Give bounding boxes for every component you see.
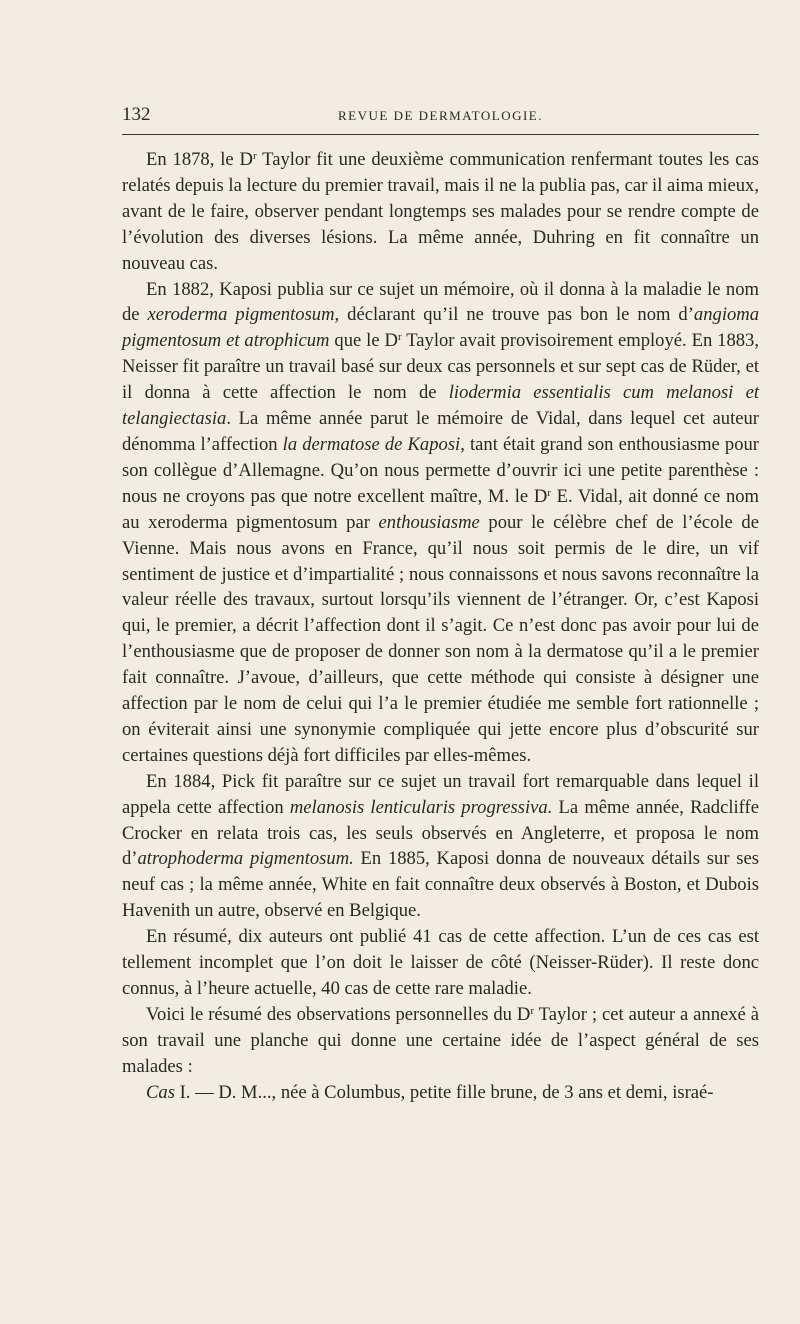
page-header [122, 102, 759, 126]
paragraph [122, 1002, 759, 1080]
text-run: Taylor avait provisoirement employé. En 1883, Neisser fit paraître un travail basé sur deux cas personnels et sur sept cas de Rüder, et il donna à cette affection le nom de [122, 330, 760, 404]
text-run: que le D [329, 330, 398, 352]
superscript: r [547, 486, 551, 499]
text-run: pour le célèbre chef de l’école de Vienne. Mais nous avons en France, qu’il nous soit permis de le dire, un vif sentiment de justice et d’impartialité ; nous connaissons et nous savons reconnaître la valeur réelle des travaux, surtout lorsqu’ils viennent de l’étranger. Or, c’est Kaposi qui, le premier, a décrit l’affection dont il s’agit. Ce n’est donc pas avoir pour lui de l’enthousiasme que de proposer de donner son nom à la dermatose qu’il a le premier fait connaître. J’avoue, d’ailleurs, que cette méthode qui consiste à désigner une affection par le nom de celui qui l’a le premier étudiée me semble fort rationnelle ; on éviterait ainsi une synonymie compliquée qui jette encore plus d’obscurité sur certaines questions déjà fort difficiles par elles-mêmes. [122, 511, 759, 766]
paragraph [122, 277, 759, 769]
case-label: Cas [146, 1081, 175, 1103]
italic-term: enthousiasme [378, 511, 480, 533]
text-run: E. Vidal, ait donné ce nom au xeroderma pigmentosum par [122, 485, 759, 533]
text-run: La même année, Radcliffe Crocker en relata trois cas, les seuls observés en Angleterre, et proposa le nom d’ [122, 796, 759, 870]
italic-term: xeroderma pigmentosum [147, 304, 335, 326]
text-run: . La même année parut le mémoire de Vidal, dans lequel cet auteur dénomma l’affection [122, 408, 759, 455]
text-run: Taylor ; cet auteur a annexé à son travail une planche qui donne une certaine idée de l’aspect général de ses malades : [122, 1003, 760, 1077]
body-text [122, 147, 759, 1106]
text-run: Taylor fit une deuxième communication renfermant toutes les cas relatés depuis la lecture du premier travail, mais il ne la publia pas, car il aima mieux, avant de le faire, observer pendant longtemps ses malades pour se rendre compte de l’évolution des diverses lésions. La même année, Duhring en fit connaître un nouveau cas. [122, 149, 759, 274]
superscript: r [530, 1004, 535, 1017]
header-rule [122, 134, 759, 135]
text-run: Voici le résumé des observations personnelles du D [146, 1003, 531, 1025]
text-run: En 1878, le D [146, 149, 253, 170]
page-number: 132 [122, 104, 151, 125]
italic-term: melanosis lenticularis progressiva. [289, 796, 553, 818]
text-run: En 1885, Kaposi donna de nouveaux détails sur ses neuf cas ; la même année, White en fait connaître deux observés à Boston, et Dubois Havenith un autre, observé en Belgique. [122, 848, 760, 922]
text-run: En 1884, Pick fit paraître sur ce sujet un travail fort remarquable dans lequel il appela cette affection [122, 770, 759, 818]
text-run: , déclarant qu’il ne trouve pas bon le nom d’ [334, 304, 694, 326]
superscript: r [397, 331, 402, 344]
text-run: En 1882, Kaposi publia sur ce sujet un mémoire, où il donna à la maladie le nom de [122, 278, 759, 326]
paragraph [122, 769, 759, 924]
paragraph [122, 1080, 759, 1106]
superscript: r [252, 150, 257, 162]
italic-term: atrophoderma pigmentosum. [137, 848, 354, 870]
text-run: , tant était grand son enthousiasme pour son collègue d’Allemagne. Qu’on nous permette d’ouvrir ici une petite parenthèse : nous ne croyons pas que notre excellent maître, M. le D [122, 433, 759, 507]
running-title: REVUE DE DERMATOLOGIE. [338, 108, 543, 123]
paragraph [122, 924, 759, 1002]
italic-term: liodermia essentialis cum melanosi et telangiectasia [122, 382, 759, 430]
italic-term: la dermatose de Kaposi [282, 433, 461, 455]
italic-term: angioma pigmentosum et atrophicum [122, 304, 759, 352]
paragraph [122, 147, 759, 277]
text-run: En résumé, dix auteurs ont publié 41 cas de cette affection. L’un de ces cas est tellement incomplet que l’on doit le laisser de côté (Neisser-Rüder). Il reste donc connus, à l’heure actuelle, 40 cas de cette rare maladie. [122, 926, 759, 999]
text-run: I. — D. M..., née à Columbus, petite fille brune, de 3 ans et demi, israé- [174, 1081, 714, 1103]
